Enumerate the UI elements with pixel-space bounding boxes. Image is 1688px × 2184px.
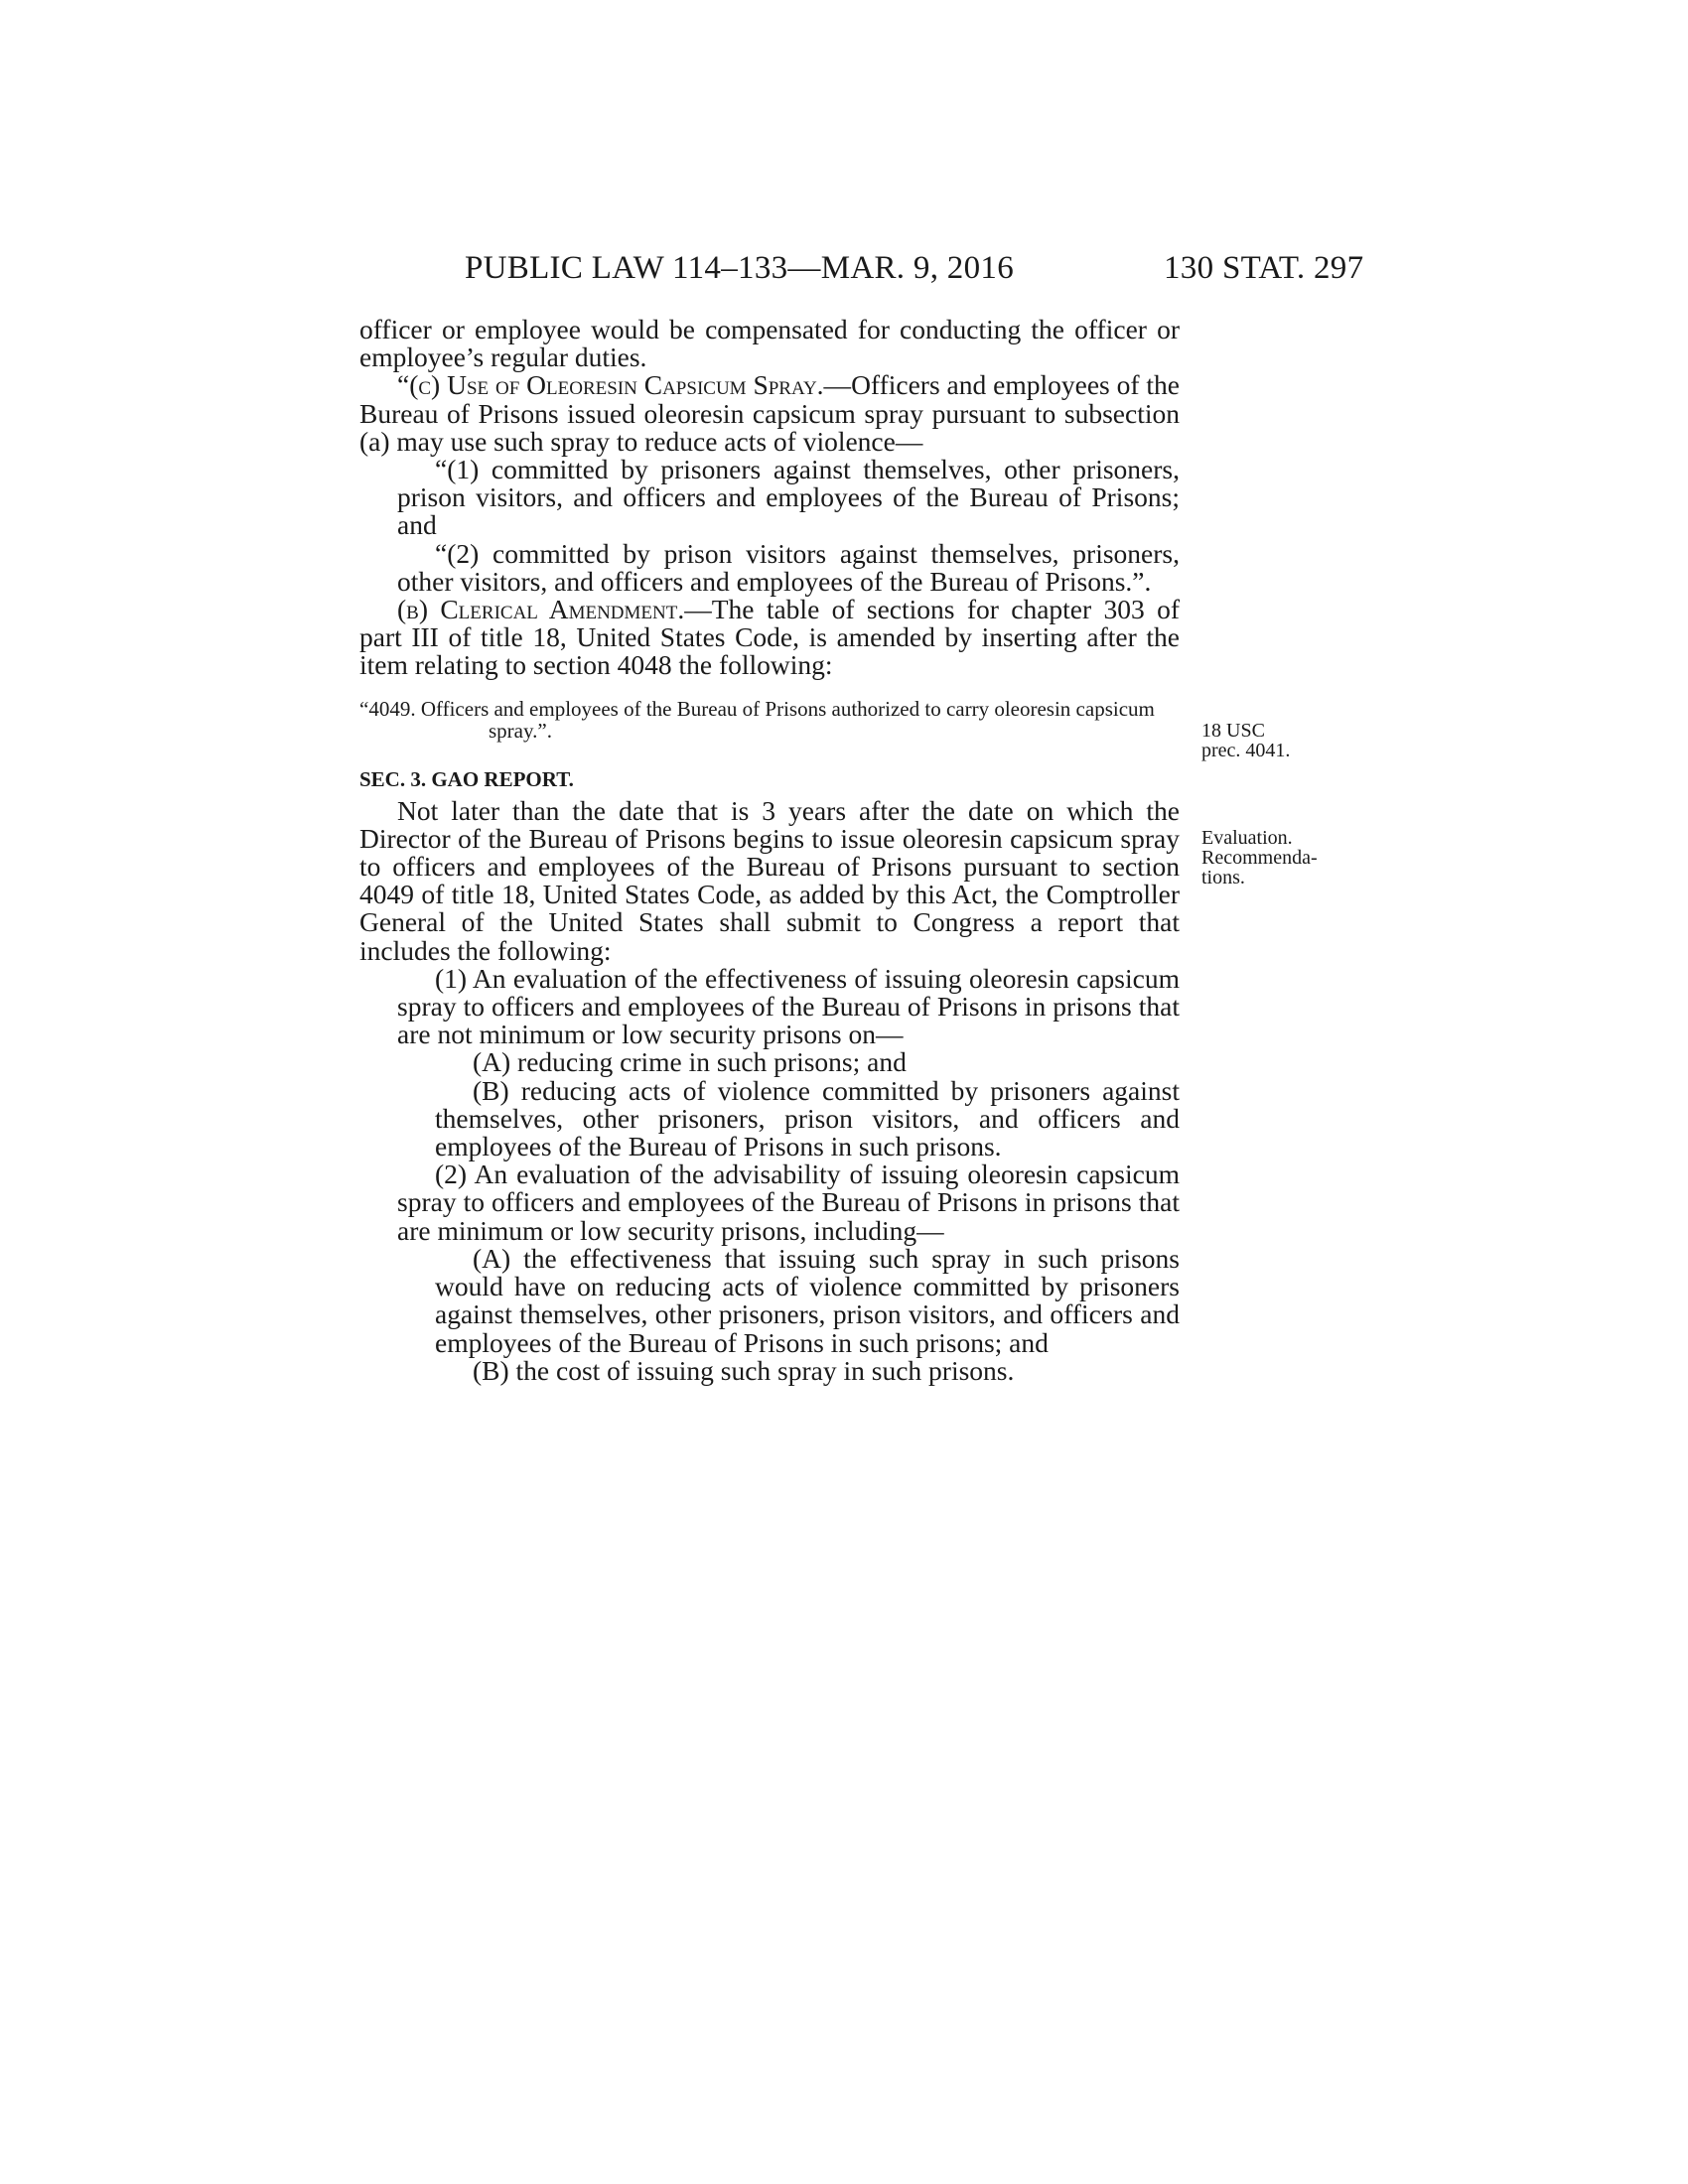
- margin-note-eval-line1: Evaluation.: [1201, 827, 1293, 849]
- margin-note-eval-line3: tions.: [1201, 867, 1245, 888]
- subsection-c: [359, 371, 1180, 456]
- margin-note-evaluation: [1201, 828, 1360, 887]
- item-1: (1) An evaluation of the effectiveness of issuing oleoresin capsicum spray to officers and employees of the Bureau of Prisons in prisons that are not minimum or low security prisons on—: [397, 962, 1180, 1050]
- margin-note-usc-line2: prec. 4041.: [1201, 740, 1291, 761]
- table-of-sections-item: “4049. Officers and employees of the Bureau of Prisons authorized to carry oleoresin capsicum spray.”.: [359, 696, 1155, 743]
- item-1b: (B) reducing acts of violence committed by prisoners against themselves, other prisoners, prison visitors, and officers and employees of the Bureau of Prisons in such prisons.: [435, 1074, 1180, 1162]
- item-1a: (A) reducing crime in such prisons; and: [473, 1046, 907, 1078]
- subsection-b: [359, 596, 1180, 680]
- paragraph-2: “(2) committed by prison visitors against themselves, prisoners, other visitors, and officers and employees of the Bureau of Prisons.”.: [397, 537, 1180, 597]
- item-2a: (A) the effectiveness that issuing such spray in such prisons would have on reducing acts of violence committed by prisoners against themselves, other prisoners, prison visitors, and officers and employees of the Bureau of Prisons in such prisons; and: [435, 1242, 1180, 1358]
- item-2: (2) An evaluation of the advisability of issuing oleoresin capsicum spray to officers and employees of the Bureau of Prisons in prisons that are minimum or low security prisons, including—: [397, 1159, 1180, 1246]
- subsection-c-text: Officers and employees of the Bureau of Prisons issued oleoresin capsicum spray pursuant to subsection (a) may use such spray to reduce acts of violence—: [359, 369, 1181, 457]
- subsection-b-heading: (b) Clerical Amendment.—: [397, 594, 712, 625]
- paragraph-1: “(1) committed by prisoners against themselves, other prisoners, prison visitors, and officers and employees of the Bureau of Prisons; and: [397, 454, 1180, 541]
- section-heading: SEC. 3. GAO REPORT.: [359, 766, 574, 791]
- item-2b: (B) the cost of issuing such spray in such prisons.: [473, 1354, 1015, 1386]
- margin-note-usc: [1201, 721, 1360, 760]
- paragraph-continuation: officer or employee would be compensated for conducting the officer or employee’s regular duties.: [359, 314, 1180, 373]
- subsection-b-text: The table of sections for chapter 303 of part III of title 18, United States Code, is amended by inserting after the item relating to section 4048 the following:: [359, 594, 1181, 681]
- page-number: 130 STAT. 297: [1164, 250, 1364, 286]
- subsection-c-heading: “(c) Use of Oleoresin Capsicum Spray.—: [397, 369, 852, 401]
- section-3-text: Not later than the date that is 3 years after the date on which the Director of the Bureau of Prisons begins to issue oleoresin capsicum spray to officers and employees of the Bureau of Prisons pursuant to section 4049 of title 18, United States Code, as added by this Act, the Comptroller General of the United States shall submit to Congress a report that includes the following:: [359, 794, 1180, 966]
- margin-note-usc-line1: 18 USC: [1201, 720, 1265, 742]
- margin-note-eval-line2: Recommenda-: [1201, 847, 1318, 869]
- running-head: PUBLIC LAW 114–133—MAR. 9, 2016: [465, 250, 1015, 286]
- body-text: [359, 316, 1180, 1385]
